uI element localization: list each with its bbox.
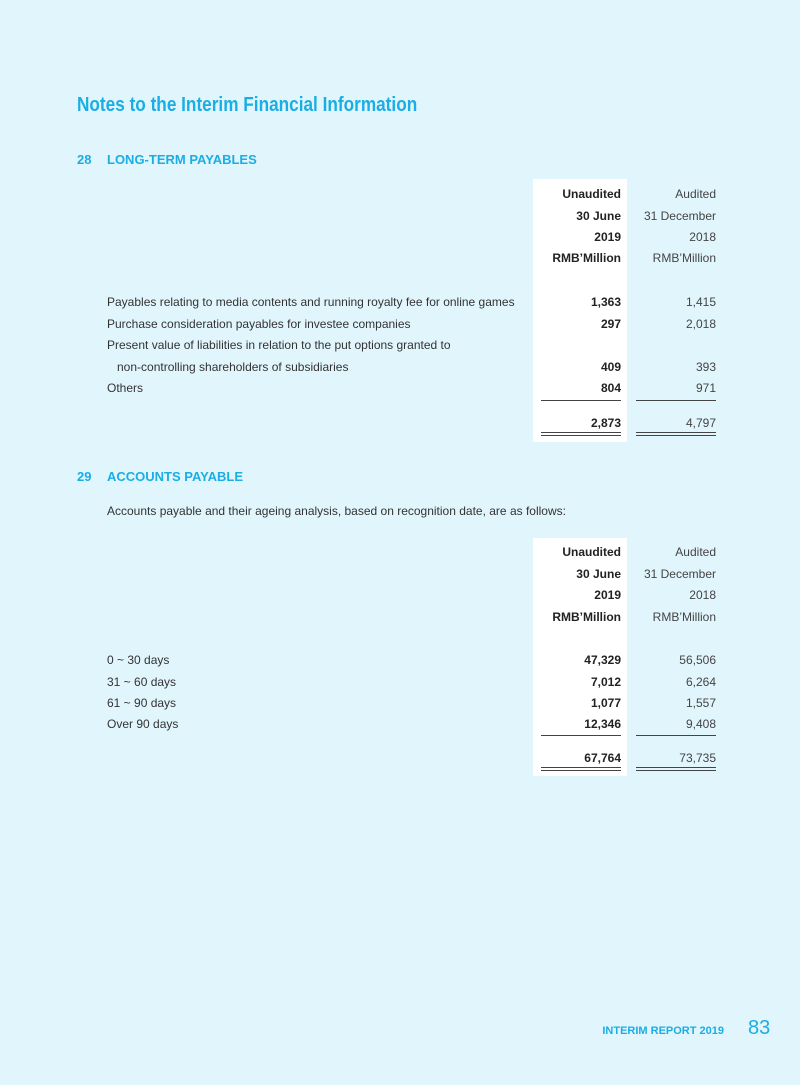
table-row-previous: 2,018 — [685, 317, 716, 331]
header-current-date: 30 June — [576, 567, 621, 581]
table-row-label: Others — [107, 381, 144, 395]
header-previous-year: 2018 — [689, 230, 716, 244]
table-row-current: 7,012 — [590, 675, 621, 689]
footer-report-title: INTERIM REPORT 2019 — [602, 1025, 724, 1037]
total-double-rule — [636, 767, 716, 771]
table-row-previous: 56,506 — [679, 653, 716, 667]
table-row-label: Over 90 days — [107, 717, 179, 731]
table-row-previous: 1,415 — [685, 295, 716, 309]
header-previous-date: 31 December — [643, 567, 716, 581]
total-double-rule — [541, 767, 621, 771]
table-row-label: 61 ~ 90 days — [107, 696, 177, 710]
table-row-current: 409 — [600, 360, 621, 374]
section-heading-28 — [77, 152, 257, 167]
table-row-previous: 1,557 — [685, 696, 716, 710]
table-row-current: 47,329 — [584, 653, 621, 667]
header-previous-status: Audited — [675, 545, 716, 559]
section-title: LONG-TERM PAYABLES — [107, 152, 257, 167]
table-row-previous: 6,264 — [685, 675, 716, 689]
table-row-label: 0 ~ 30 days — [107, 653, 170, 667]
page-title: Notes to the Interim Financial Information — [77, 94, 418, 116]
table-row-previous: 971 — [695, 381, 716, 395]
table-row-previous: 9,408 — [685, 717, 716, 731]
header-previous-unit: RMB’Million — [652, 610, 716, 624]
header-previous-year: 2018 — [689, 588, 716, 602]
table-row-label: Purchase consideration payables for investee companies — [107, 317, 411, 331]
section-heading-29 — [77, 469, 243, 484]
table-row-previous: 393 — [695, 360, 716, 374]
header-current-year: 2019 — [594, 230, 621, 244]
header-previous-date: 31 December — [643, 209, 716, 223]
subtotal-rule — [636, 400, 716, 401]
header-previous-unit: RMB’Million — [652, 251, 716, 265]
table-row-current: 12,346 — [584, 717, 621, 731]
total-double-rule — [541, 432, 621, 436]
subtotal-rule — [541, 400, 621, 401]
header-current-date: 30 June — [576, 209, 621, 223]
header-current-year: 2019 — [594, 588, 621, 602]
total-previous: 73,735 — [679, 751, 716, 765]
header-current-status: Unaudited — [562, 545, 621, 559]
table-row-label: Payables relating to media contents and running royalty fee for online games — [107, 295, 515, 309]
header-previous-status: Audited — [675, 187, 716, 201]
section-number: 29 — [77, 469, 92, 484]
subtotal-rule — [541, 735, 621, 736]
section-number: 28 — [77, 152, 92, 167]
section-intro: Accounts payable and their ageing analysis, based on recognition date, are as follows: — [107, 504, 566, 518]
footer-page-number: 83 — [748, 1017, 771, 1039]
header-current-unit: RMB’Million — [552, 251, 621, 265]
total-current: 2,873 — [590, 416, 621, 430]
section-title: ACCOUNTS PAYABLE — [107, 469, 244, 484]
table-row-label: Present value of liabilities in relation to the put options granted to — [107, 338, 451, 352]
table-row-current: 804 — [600, 381, 621, 395]
table-row-current: 1,363 — [590, 295, 621, 309]
header-current-unit: RMB’Million — [552, 610, 621, 624]
header-current-status: Unaudited — [562, 187, 621, 201]
subtotal-rule — [636, 735, 716, 736]
table-row-current: 297 — [600, 317, 621, 331]
total-double-rule — [636, 432, 716, 436]
table-row-current: 1,077 — [590, 696, 621, 710]
table-row-label: non-controlling shareholders of subsidiaries — [117, 360, 349, 374]
table-row-label: 31 ~ 60 days — [107, 675, 177, 689]
total-previous: 4,797 — [685, 416, 716, 430]
total-current: 67,764 — [584, 751, 621, 765]
